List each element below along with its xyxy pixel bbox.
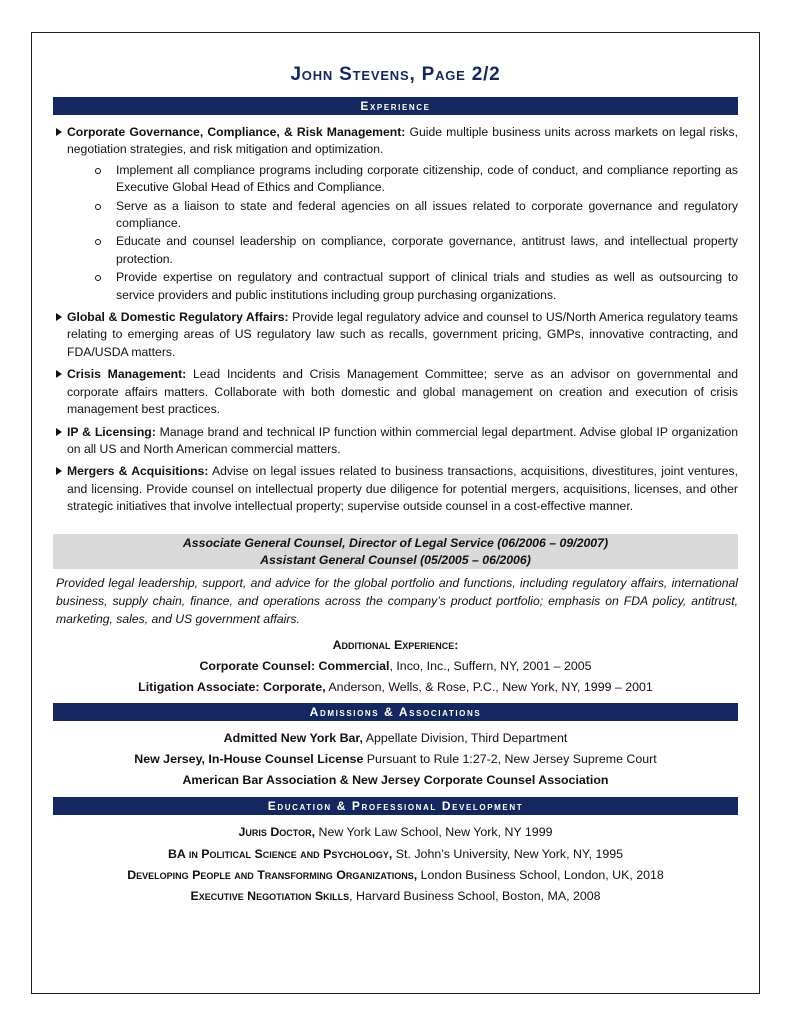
sub-bullet-text: Implement all compliance programs including corporate citizenship, code of conduct, and compliance reporting as Executive Global Head of Ethics and Compliance. <box>116 162 738 195</box>
additional-experience-line <box>53 679 738 695</box>
triangle-bullet-icon <box>56 467 62 475</box>
education-details: , Harvard Business School, Boston, MA, 2008 <box>349 889 601 903</box>
sub-bullet <box>67 162 738 197</box>
admission-line <box>53 772 738 788</box>
role-titles-band <box>53 534 738 569</box>
bullet-heading: Corporate Governance, Compliance, & Risk Management: <box>67 125 406 139</box>
bullet-heading: Mergers & Acquisitions: <box>67 464 209 479</box>
experience-bullet <box>53 424 738 459</box>
experience-bullet <box>53 309 738 361</box>
section-header-education: Education & Professional Development <box>53 797 738 815</box>
section-header-admissions: Admissions & Associations <box>53 703 738 721</box>
bullet-heading: Global & Domestic Regulatory Affairs: <box>67 310 289 325</box>
sub-bullet-text: Educate and counsel leadership on compliance, corporate governance, antitrust laws, and intellectual property protection. <box>116 234 738 266</box>
circle-bullet-icon <box>95 168 101 174</box>
position-details: , Inco, Inc., Suffern, NY, 2001 – 2005 <box>389 659 592 673</box>
admission-title: American Bar Association & New Jersey Corporate Counsel Association <box>182 773 609 787</box>
sub-bullet <box>67 233 738 268</box>
education-title: BA in Political Science and Psychology, <box>167 847 393 861</box>
bullet-heading: Crisis Management: <box>67 367 187 382</box>
bullet-text: Lead Incidents and Crisis Management Committee; serve as an advisor on governmental and corporate affairs matters. Collaborate with both domestic and global management on creation and execution of crisis management best practices. <box>67 367 739 417</box>
admission-line <box>53 730 738 746</box>
experience-bullet <box>53 124 738 304</box>
bullet-text: Advise on legal issues related to business transactions, acquisitions, divestitures, joint ventures, and licensing. Provide counsel on intellectual property due diligence for potential mergers, acquisitions, licenses, and other strategic initiatives that involve intellectual property; supervise outside counsel in a cost-effective manner. <box>67 464 738 514</box>
admission-details: Pursuant to Rule 1:27-2, New Jersey Supreme Court <box>363 752 657 766</box>
triangle-bullet-icon <box>56 370 62 378</box>
admission-line <box>53 751 738 767</box>
experience-bullet <box>53 366 738 418</box>
position-title: Litigation Associate: Corporate, <box>138 680 326 694</box>
education-details: London Business School, London, UK, 2018 <box>417 868 664 882</box>
admission-title: New Jersey, In-House Counsel License <box>134 752 364 766</box>
education-details: New York Law School, New York, NY 1999 <box>315 825 553 839</box>
triangle-bullet-icon <box>56 313 62 321</box>
sub-bullet-list <box>67 162 738 304</box>
additional-experience-heading: Additional Experience: <box>332 638 459 652</box>
education-title: Developing People and Transforming Organizations, <box>127 868 418 882</box>
sub-bullet <box>67 198 738 233</box>
circle-bullet-icon <box>95 275 101 281</box>
section-header-experience: Experience <box>53 97 738 115</box>
circle-bullet-icon <box>95 239 101 245</box>
education-title: Juris Doctor, <box>238 825 316 839</box>
circle-bullet-icon <box>95 204 101 210</box>
experience-bullet <box>53 463 738 515</box>
bullet-heading: IP & Licensing: <box>67 424 156 439</box>
bullet-text: Manage brand and technical IP function within commercial legal department. Advise global IP organization on all US and North American commercial matters. <box>67 424 739 456</box>
triangle-bullet-icon <box>56 128 62 136</box>
admission-details: Appellate Division, Third Department <box>363 731 568 745</box>
additional-experience-line <box>53 658 738 674</box>
role-title: Assistant General Counsel (05/2005 – 06/2006) <box>260 552 531 567</box>
experience-list <box>53 124 738 521</box>
education-line <box>53 888 738 904</box>
bullet-text: Guide multiple business units across markets on legal risks, negotiation strategies, and risk mitigation and optimization. <box>67 125 738 157</box>
education-title: Executive Negotiation Skills <box>190 889 350 903</box>
education-line <box>53 824 738 840</box>
bullet-text: Provide legal regulatory advice and counsel to US/North America regulatory teams relating to emerging areas of US regulatory law such as recalls, government pricing, GMPs, innovative contracting, and FDA/USDA matters. <box>67 310 738 359</box>
education-line <box>53 867 738 883</box>
role-title: Associate General Counsel, Director of Legal Service (06/2006 – 09/2007) <box>182 536 609 550</box>
education-line <box>53 846 738 862</box>
role-summary: Provided legal leadership, support, and advice for the global portfolio and functions, including regulatory affairs, international business, supply chain, finance, and operations across the company’s product portfolio; emphasis on FDA policy, antitrust, marketing, sales, and US government affairs. <box>56 576 738 626</box>
sub-bullet <box>67 269 738 304</box>
page-title: John Stevens, Page 2/2 <box>290 64 501 85</box>
position-details: Anderson, Wells, & Rose, P.C., New York, NY, 1999 – 2001 <box>325 680 653 694</box>
triangle-bullet-icon <box>56 428 62 436</box>
sub-bullet-text: Serve as a liaison to state and federal agencies on all issues related to corporate governance and regulatory compliance. <box>116 198 738 231</box>
position-title: Corporate Counsel: Commercial <box>199 659 390 673</box>
sub-bullet-text: Provide expertise on regulatory and contractual support of clinical trials and studies as well as outsourcing to service providers and public institutions including group purchasing organizations. <box>116 270 738 302</box>
education-details: St. John’s University, New York, NY, 1995 <box>392 847 624 861</box>
admission-title: Admitted New York Bar, <box>223 731 363 745</box>
